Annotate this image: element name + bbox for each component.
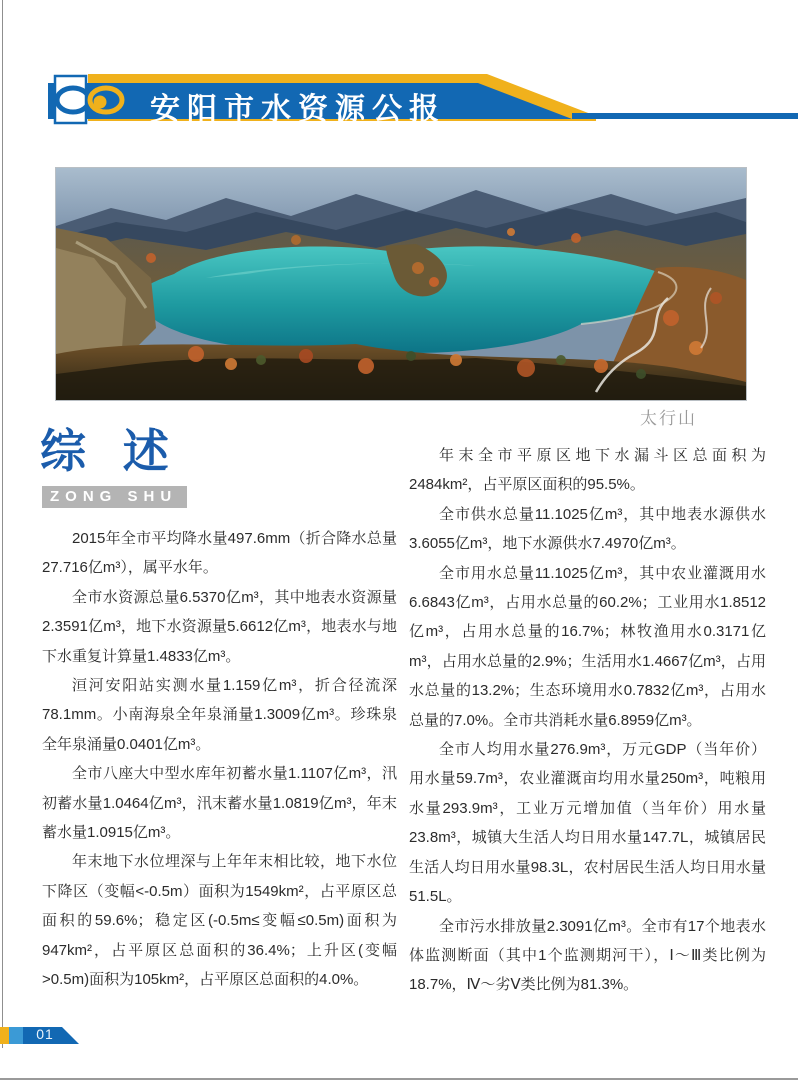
scan-edge-left <box>2 0 3 1048</box>
page-number-ribbon <box>0 1026 120 1046</box>
paragraph: 全市水资源总量6.5370亿m³，其中地表水资源量2.3591亿m³，地下水资源量5.6612亿m³，地表水与地下水重复计算量1.4833亿m³。 <box>42 588 397 665</box>
page-title: 安阳市水资源公报 <box>150 93 446 126</box>
text-column-left <box>42 524 397 995</box>
paragraph: 全市人均用水量276.9m³，万元GDP（当年价）用水量59.7m³，农业灌溉亩均用水量250m³，吨粮用水量293.9m³，工业万元增加值（当年价）用水量23.8m³，城镇大生活人均日用水量147.7L，城镇居民生活人均日用水量98.3L，农村居民生活人均日用水量51.5L。 <box>409 741 766 906</box>
paragraph: 年末地下水位埋深与上年年末相比较，地下水位下降区（变幅<-0.5m）面积为1549km²，占平原区总面积的59.6%；稳定区(-0.5m≤变幅≤0.5m)面积为947km²，占平原区总面积的36.4%；上升区(变幅>0.5m)面积为105km²，占平原区总面积的4.0%。 <box>42 853 397 989</box>
text-column-right <box>409 441 766 1000</box>
reservoir-photo <box>55 167 747 401</box>
paragraph: 2015年全市平均降水量497.6mm（折合降水总量27.716亿m³），属平水年。 <box>42 530 397 577</box>
page-number: 01 <box>36 1026 54 1042</box>
paragraph: 洹河安阳站实测水量1.159亿m³，折合径流深78.1mm。小南海泉全年泉涌量1.3009亿m³。珍珠泉全年泉涌量0.0401亿m³。 <box>42 677 397 753</box>
photo-caption: 太行山 <box>640 409 697 428</box>
paragraph: 全市污水排放量2.3091亿m³。全市有17个地表水体监测断面（其中1个监测期河干），Ⅰ～Ⅲ类比例为18.7%，Ⅳ～劣Ⅴ类比例为81.3%。 <box>409 917 766 994</box>
ribbon-graphic <box>0 1026 120 1046</box>
paragraph: 全市八座大中型水库年初蓄水量1.1107亿m³，汛初蓄水量1.0464亿m³，汛末蓄水量1.0819亿m³，年末蓄水量1.0915亿m³。 <box>42 765 397 842</box>
photo-scene <box>56 168 746 400</box>
paragraph: 全市用水总量11.1025亿m³，其中农业灌溉用水6.6843亿m³，占用水总量的60.2%；工业用水1.8512亿m³，占用水总量的16.7%；林牧渔用水0.3171亿m³，占用水总量的2.9%；生活用水1.4667亿m³，占用水总量的13.2%；生态环境用水0.7832亿m³，占用水总量的7.0%。全市共消耗水量6.8959亿m³。 <box>409 564 766 729</box>
section-title: 综 述 <box>40 425 181 477</box>
scan-edge-bottom <box>0 1078 798 1080</box>
paragraph: 全市供水总量11.1025亿m³，其中地表水源供水3.6055亿m³，地下水源供水7.4970亿m³。 <box>409 505 766 553</box>
paragraph: 年末全市平原区地下水漏斗区总面积为2484km²，占平原区面积的95.5%。 <box>409 447 766 494</box>
section-title-pinyin: ZONG SHU <box>42 486 187 508</box>
